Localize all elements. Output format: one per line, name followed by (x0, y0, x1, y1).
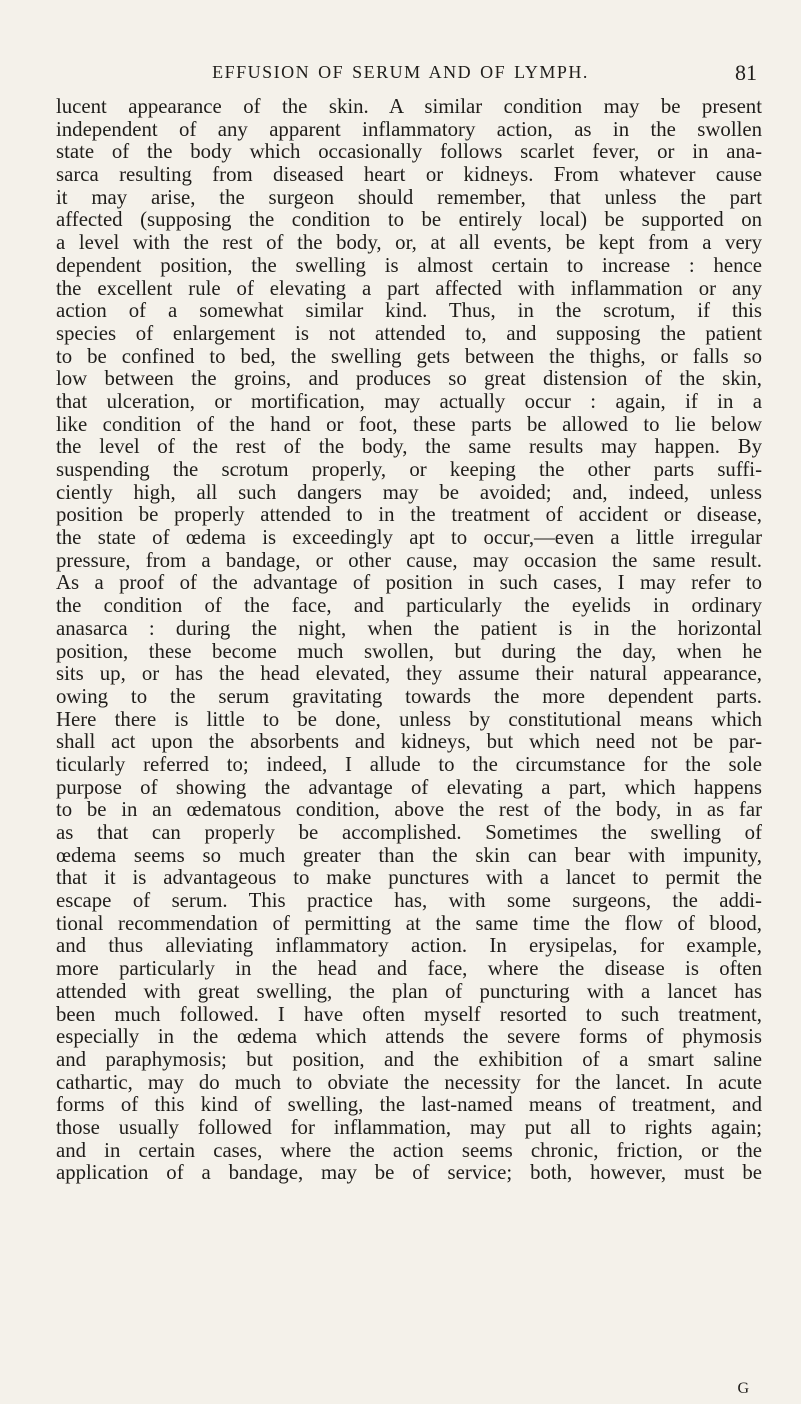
text-line: more particularly in the head and face, where the disease is often (56, 958, 762, 981)
text-line: the condition of the face, and particularly the eyelids in ordinary (56, 595, 762, 618)
text-line: especially in the œdema which attends the severe forms of phymosis (56, 1026, 762, 1049)
text-line: lucent appearance of the skin. A similar condition may be present (56, 96, 762, 118)
text-line: the state of œdema is exceedingly apt to occur,—even a little irregular (56, 527, 762, 550)
text-line: œdema seems so much greater than the skin can bear with impunity, (56, 844, 762, 867)
text-line: those usually followed for inflammation, may put all to rights again; (56, 1116, 762, 1139)
text-line: As a proof of the advantage of position in such cases, I may refer to (56, 572, 762, 595)
text-line: cathartic, may do much to obviate the necessity for the lancet. In acute (56, 1071, 762, 1094)
text-line: like condition of the hand or foot, these parts be allowed to lie below (56, 413, 762, 436)
text-line: action of a somewhat similar kind. Thus, in the scrotum, if this (56, 300, 762, 323)
text-line: suspending the scrotum properly, or keeping the other parts suffi- (56, 459, 762, 481)
text-line: the excellent rule of elevating a part affected with inflammation or any (56, 277, 762, 300)
text-line: that ulceration, or mortification, may actually occur : again, if in a (56, 390, 762, 413)
running-head (0, 60, 801, 90)
text-line: attended with great swelling, the plan of puncturing with a lancet has (56, 980, 762, 1003)
text-line: that it is advantageous to make punctures with a lancet to permit the (56, 867, 762, 890)
text-line: to be in an œdematous condition, above the rest of the body, in as far (56, 799, 762, 822)
text-line: species of enlargement is not attended to, and supposing the patient (56, 322, 762, 345)
text-line: sarca resulting from diseased heart or kidneys. From whatever cause (56, 164, 762, 187)
text-line: ciently high, all such dangers may be avoided; and, indeed, unless (56, 481, 762, 504)
signature-mark: G (737, 1380, 749, 1397)
page-number: 81 (735, 60, 757, 85)
text-line: escape of serum. This practice has, with some surgeons, the addi- (56, 890, 762, 913)
text-line: position, these become much swollen, but during the day, when he (56, 640, 762, 663)
body-text (56, 96, 762, 1185)
text-line: and paraphymosis; but position, and the exhibition of a smart saline (56, 1048, 762, 1071)
text-line: pressure, from a bandage, or other cause, may occasion the same result. (56, 549, 762, 572)
text-line: been much followed. I have often myself resorted to such treatment, (56, 1003, 762, 1026)
text-line: tional recommendation of permitting at the same time the flow of blood, (56, 912, 762, 935)
text-line: low between the groins, and produces so great distension of the skin, (56, 368, 762, 391)
text-line: purpose of showing the advantage of elevating a part, which happens (56, 776, 762, 799)
text-line: shall act upon the absorbents and kidneys, but which need not be par- (56, 731, 762, 754)
text-line: anasarca : during the night, when the patient is in the horizontal (56, 617, 762, 640)
text-line: and thus alleviating inflammatory action. In erysipelas, for example, (56, 935, 762, 958)
text-line: and in certain cases, where the action seems chronic, friction, or the (56, 1139, 762, 1162)
text-line: forms of this kind of swelling, the last-named means of treatment, and (56, 1094, 762, 1117)
text-line: state of the body which occasionally follows scarlet fever, or in ana- (56, 141, 762, 164)
text-line: sits up, or has the head elevated, they assume their natural appearance, (56, 663, 762, 686)
text-line: to be confined to bed, the swelling gets between the thighs, or falls so (56, 345, 762, 368)
text-line: owing to the serum gravitating towards the more dependent parts. (56, 685, 762, 708)
text-line: affected (supposing the condition to be entirely local) be supported on (56, 209, 762, 232)
text-line: as that can properly be accomplished. Sometimes the swelling of (56, 822, 762, 844)
text-line: dependent position, the swelling is almost certain to increase : hence (56, 254, 762, 277)
text-line: application of a bandage, may be of service; both, however, must be (56, 1162, 762, 1185)
text-line: Here there is little to be done, unless by constitutional means which (56, 708, 762, 731)
text-line: a level with the rest of the body, or, at all events, be kept from a very (56, 232, 762, 255)
text-line: it may arise, the surgeon should remember, that unless the part (56, 186, 762, 209)
text-line: position be properly attended to in the treatment of accident or disease, (56, 504, 762, 527)
text-line: ticularly referred to; indeed, I allude to the circumstance for the sole (56, 753, 762, 776)
running-title: EFFUSION OF SERUM AND OF LYMPH. (212, 62, 589, 82)
text-line: the level of the rest of the body, the same results may happen. By (56, 436, 762, 459)
text-line: independent of any apparent inflammatory action, as in the swollen (56, 118, 762, 141)
